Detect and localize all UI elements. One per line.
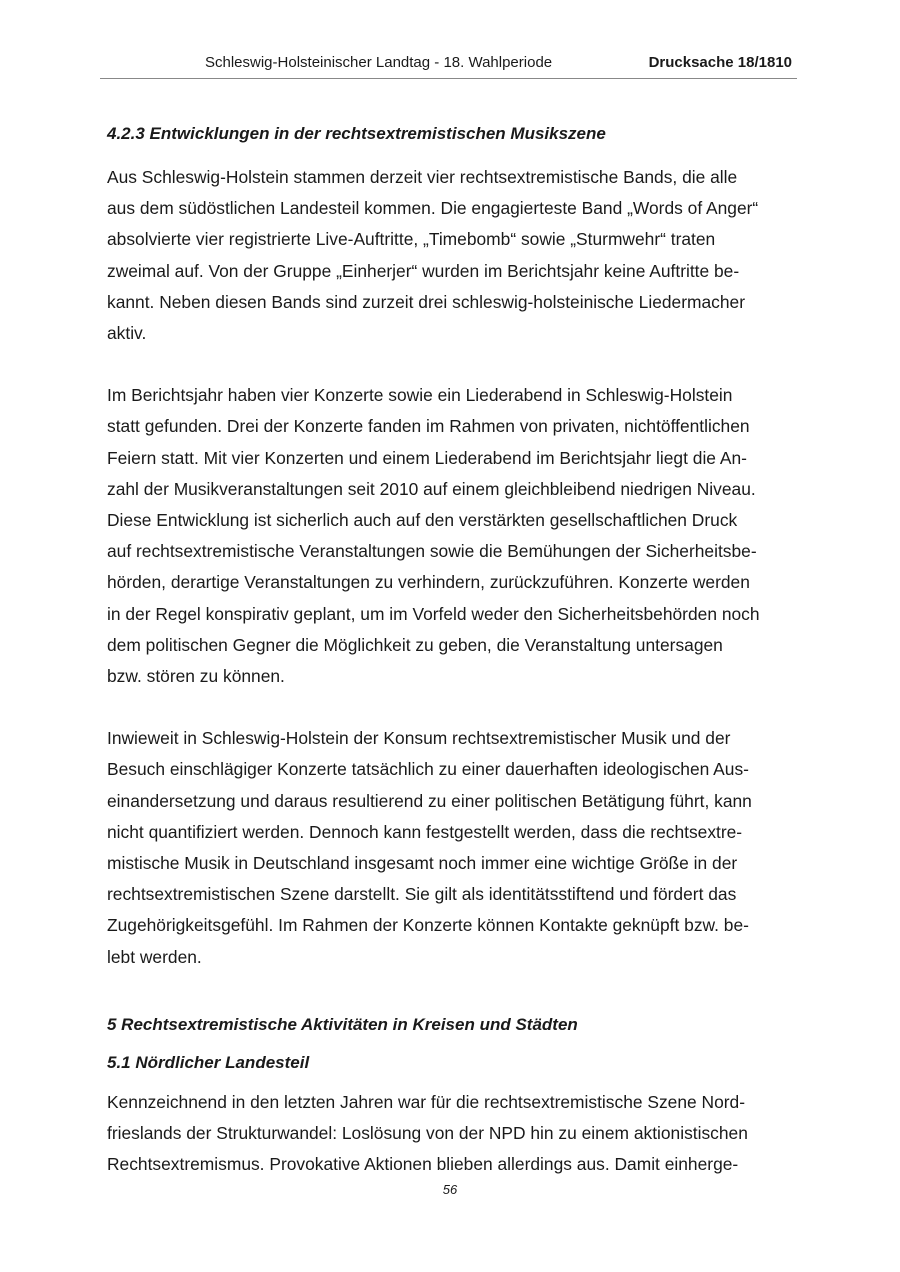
paragraph-line: kannt. Neben diesen Bands sind zurzeit drei schleswig-holsteinische Liedermacher [107,291,746,312]
paragraph-line: einandersetzung und daraus resultierend zu einer politischen Betätigung führt, kann [107,790,752,811]
paragraph-1 [107,162,793,349]
paragraph-line: bzw. stören zu können. [107,666,285,687]
document-body [107,122,793,1180]
paragraph-line: Im Berichtsjahr haben vier Konzerte sowie ein Liederabend in Schleswig-Holstein [107,385,733,406]
paragraph-line: Kennzeichnend in den letzten Jahren war für die rechtsextremistische Szene Nord- [107,1091,745,1112]
paragraph-2 [107,380,793,692]
paragraph-line: nicht quantifiziert werden. Dennoch kann festgestellt werden, dass die rechtsextre- [107,821,743,842]
paragraph-line: absolvierte vier registrierte Live-Auftritte, „Timebomb“ sowie „Sturmwehr“ traten [107,229,716,250]
section-heading-4-2-3: 4.2.3 Entwicklungen in der rechtsextremistischen Musikszene [107,124,606,143]
section-heading-5: 5 Rechtsextremistische Aktivitäten in Kreisen und Städten [107,1014,578,1034]
paragraph-line: frieslands der Strukturwandel: Loslösung von der NPD hin zu einem aktionistischen [107,1123,748,1144]
paragraph-line: rechtsextremistischen Szene darstellt. Sie gilt als identitätsstiftend und fördert das [107,884,737,905]
page-header [100,52,797,79]
paragraph-line: mistische Musik in Deutschland insgesamt noch immer eine wichtige Größe in der [107,853,738,874]
paragraph-line: aus dem südöstlichen Landesteil kommen. Die engagierteste Band „Words of Anger“ [107,198,759,219]
paragraph-line: zweimal auf. Von der Gruppe „Einherjer“ wurden im Berichtsjahr keine Auftritte be- [107,260,740,281]
paragraph-line: auf rechtsextremistische Veranstaltungen sowie die Bemühungen der Sicherheitsbe- [107,541,757,562]
paragraph-line: Aus Schleswig-Holstein stammen derzeit vier rechtsextremistische Bands, die alle [107,167,738,187]
header-title: Schleswig-Holsteinischer Landtag - 18. Wahlperiode [205,54,553,71]
paragraph-line: Rechtsextremismus. Provokative Aktionen blieben allerdings aus. Damit einherge- [107,1154,739,1175]
paragraph-line: Diese Entwicklung ist sicherlich auch auf den verstärkten gesellschaftlichen Druck [107,510,738,531]
paragraph-line: Besuch einschlägiger Konzerte tatsächlich zu einer dauerhaften ideologischen Aus- [107,759,749,780]
paragraph-line: Feiern statt. Mit vier Konzerten und einem Liederabend im Berichtsjahr liegt die An- [107,447,747,468]
paragraph-line: dem politischen Gegner die Möglichkeit zu geben, die Veranstaltung untersagen [107,634,723,655]
paragraph-3 [107,723,793,973]
paragraph-line: hörden, derartige Veranstaltungen zu verhindern, zurückzuführen. Konzerte werden [107,572,750,593]
section-heading-5-1: 5.1 Nördlicher Landesteil [107,1052,310,1072]
paragraph-line: lebt werden. [107,946,202,967]
paragraph-line: Zugehörigkeitsgefühl. Im Rahmen der Konzerte können Kontakte geknüpft bzw. be- [107,915,749,936]
page-number: 56 [442,1182,458,1197]
paragraph-line: aktiv. [107,323,147,344]
paragraph-line: statt gefunden. Drei der Konzerte fanden im Rahmen von privaten, nichtöffentlichen [107,416,750,437]
paragraph-line: in der Regel konspirativ geplant, um im Vorfeld weder den Sicherheitsbehörden noch [107,603,760,624]
document-number: Drucksache 18/1810 [648,54,792,71]
paragraph-4 [107,1087,793,1181]
paragraph-line: Inwieweit in Schleswig-Holstein der Konsum rechtsextremistischer Musik und der [107,728,731,749]
paragraph-line: zahl der Musikveranstaltungen seit 2010 auf einem gleichbleibend niedrigen Niveau. [107,478,756,499]
